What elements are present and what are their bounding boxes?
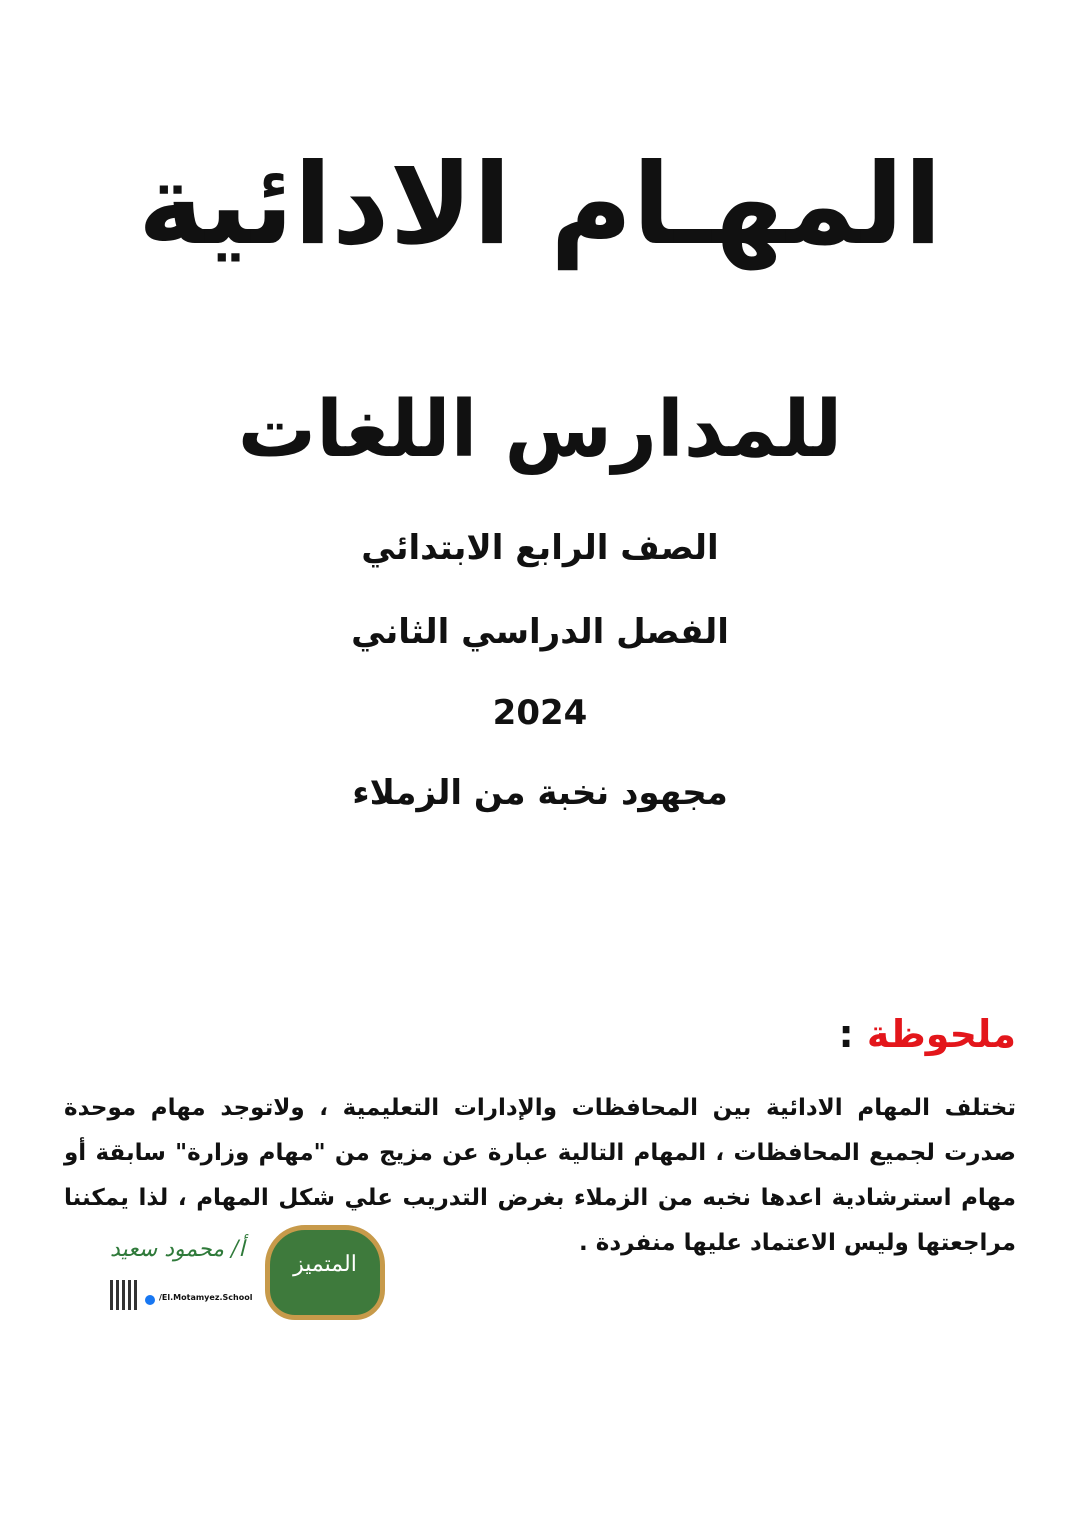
main-title: المهـام الادائية xyxy=(137,140,943,270)
grade: الصف الرابع الابتدائي xyxy=(361,528,719,568)
chalkboard-logo xyxy=(265,1225,385,1320)
logo xyxy=(105,1225,380,1330)
subtitle: للمدارس اللغات xyxy=(237,385,843,475)
logo-brand: المتميز xyxy=(293,1252,357,1277)
facebook-page: /El.Motamyez.School xyxy=(159,1293,253,1302)
term: الفصل الدراسي الثاني xyxy=(351,612,729,652)
note-colon: : xyxy=(838,1012,854,1056)
author-signature: أ/ محمود سعيد xyxy=(110,1237,245,1262)
note-heading-text: ملحوظة xyxy=(866,1012,1016,1056)
facebook-icon xyxy=(145,1295,155,1305)
note-heading xyxy=(838,1012,1016,1056)
note-body: تختلف المهام الادائية بين المحافظات والإدارات التعليمية ، ولاتوجد مهام موحدة صدرت لجميع المحافظات ، المهام التالية عبارة عن مزيج من "مهام وزارة" سابقة أو مهام استرشادية اعدها نخبه من الزملاء بغرض التدريب علي شكل المهام ، لذا يمكننا مراجعتها وليس الاعتماد عليها منفردة . xyxy=(64,1095,1016,1256)
qr-code-icon xyxy=(110,1280,140,1310)
year: 2024 xyxy=(492,693,588,733)
credit: مجهود نخبة من الزملاء xyxy=(352,773,728,813)
